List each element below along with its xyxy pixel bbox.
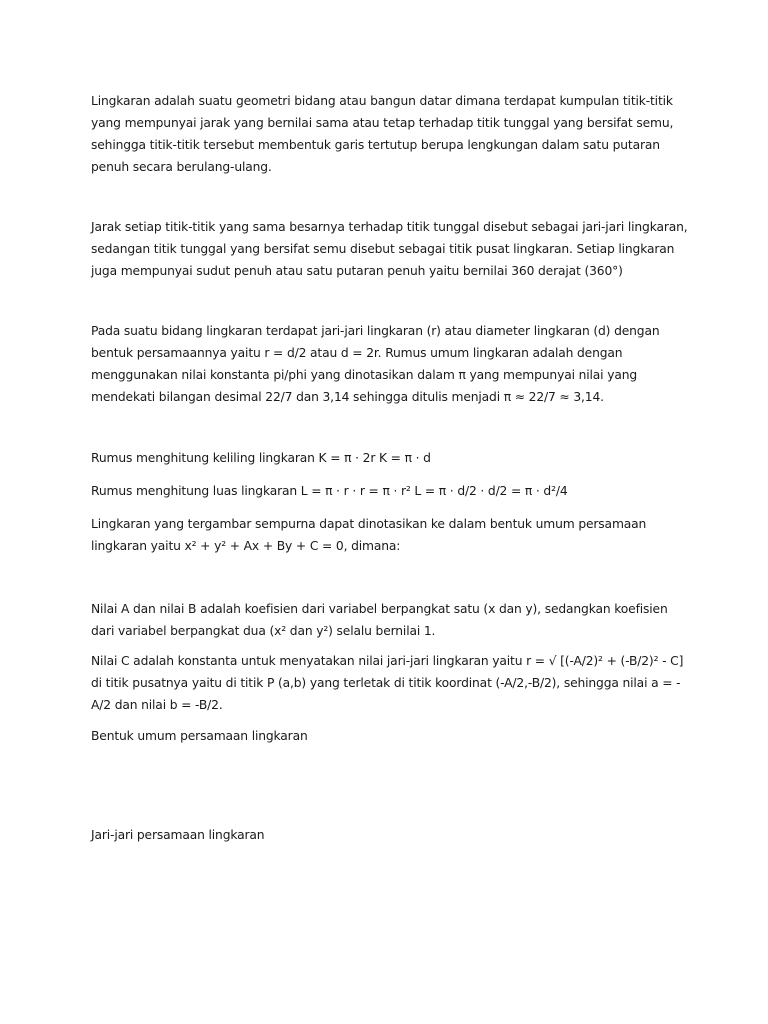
paragraph-area-formula: Rumus menghitung luas lingkaran L = π · r · r = π · r² L = π · d/2 · d/2 = π · d²/4 [91,484,568,498]
paragraph-circumference-formula: Rumus menghitung keliling lingkaran K = π · 2r K = π · d [91,451,431,465]
paragraph-constant-c: Nilai C adalah konstanta untuk menyatakan nilai jari-jari lingkaran yaitu r = √ [(-A/2)² + (-B/2)² - C] di titik pusatnya yaitu di titik P (a,b) yang terletak di titik koordinat (-A/2,-B/2), sehingga nilai a = -A/2 dan nilai b = -B/2. [91,654,684,712]
paragraph-general-equation: Lingkaran yang tergambar sempurna dapat dinotasikan ke dalam bentuk umum persamaan lingkaran yaitu x² + y² + Ax + By + C = 0, dimana: [91,517,647,553]
paragraph-radius-center: Jarak setiap titik-titik yang sama besarnya terhadap titik tunggal disebut sebagai jari-jari lingkaran, sedangan titik tunggal yang bersifat semu disebut sebagai titik pusat lingkaran. Setiap lingkaran juga mempunyai sudut penuh atau satu putaran penuh yaitu bernilai 360 derajat (360°) [91,220,688,278]
heading-radius-equation: Jari-jari persamaan lingkaran [91,828,265,842]
paragraph-pi-constant: Pada suatu bidang lingkaran terdapat jari-jari lingkaran (r) atau diameter lingkaran (d) dengan bentuk persamaannya yaitu r = d/2 atau d = 2r. Rumus umum lingkaran adalah dengan menggunakan nilai konstanta pi/phi yang dinotasikan dalam π yang mempunyai nilai yang mendekati bilangan desimal 22/7 dan 3,14 sehingga ditulis menjadi π ≈ 22/7 ≈ 3,14. [91,324,660,404]
paragraph-coefficients-a-b: Nilai A dan nilai B adalah koefisien dari variabel berpangkat satu (x dan y), sedangkan koefisien dari variabel berpangkat dua (x² dan y²) selalu bernilai 1. [91,602,668,638]
heading-general-form: Bentuk umum persamaan lingkaran [91,729,308,743]
paragraph-definition: Lingkaran adalah suatu geometri bidang atau bangun datar dimana terdapat kumpulan titik-titik yang mempunyai jarak yang bernilai sama atau tetap terhadap titik tunggal yang bersifat semu, sehingga titik-titik tersebut membentuk garis tertutup berupa lengkungan dalam satu putaran penuh secara berulang-ulang. [91,94,674,174]
